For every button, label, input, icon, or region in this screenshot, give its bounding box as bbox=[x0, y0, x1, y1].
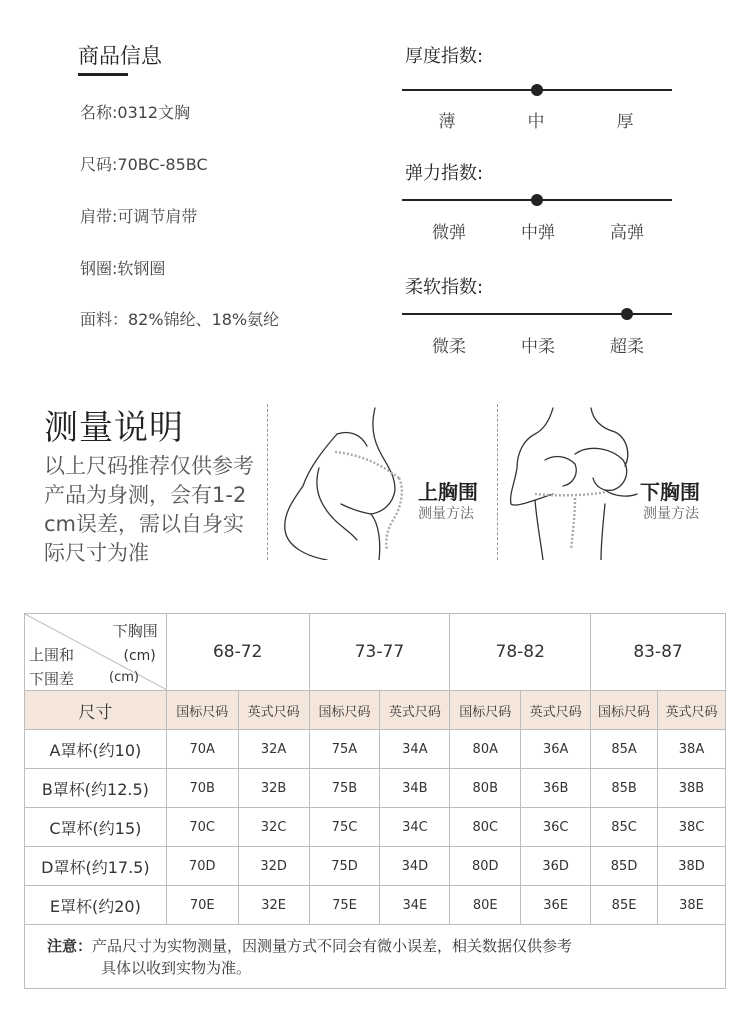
uk-size-header: 英式尺码 bbox=[380, 691, 450, 730]
info-wire: 钢圈:软钢圈 bbox=[80, 259, 166, 278]
measure-line-3: cm误差，需以自身实 bbox=[44, 512, 245, 536]
size-cell: 36E bbox=[521, 886, 591, 925]
size-cell: 85C bbox=[591, 808, 658, 847]
size-cell: 38D bbox=[658, 847, 726, 886]
table-row bbox=[25, 730, 726, 769]
softness-label-high: 超柔 bbox=[610, 337, 644, 357]
size-cell: 85B bbox=[591, 769, 658, 808]
table-row bbox=[25, 808, 726, 847]
divider-right bbox=[497, 404, 498, 560]
size-cell: 38B bbox=[658, 769, 726, 808]
table-row bbox=[25, 886, 726, 925]
range-header: 73-77 bbox=[309, 614, 450, 691]
size-cell: 80C bbox=[450, 808, 521, 847]
upper-bust-figure bbox=[275, 404, 415, 560]
size-cell: 38A bbox=[658, 730, 726, 769]
size-cell: 70E bbox=[166, 886, 238, 925]
elasticity-label-high: 高弹 bbox=[610, 223, 644, 243]
size-cell: 32E bbox=[238, 886, 309, 925]
elasticity-marker bbox=[531, 194, 543, 206]
table-row bbox=[25, 769, 726, 808]
note-row bbox=[25, 925, 726, 989]
corner-diff-2: 下围差 bbox=[29, 670, 75, 688]
elasticity-index-title: 弹力指数: bbox=[405, 163, 484, 184]
softness-label-mid: 中柔 bbox=[521, 337, 555, 357]
size-cell: 34A bbox=[380, 730, 450, 769]
thickness-label-mid: 中 bbox=[527, 112, 545, 132]
thickness-label-high: 厚 bbox=[616, 112, 634, 132]
size-cell: 32B bbox=[238, 769, 309, 808]
size-cell: 80A bbox=[450, 730, 521, 769]
cup-label: E罩杯(约20) bbox=[25, 886, 167, 925]
size-cell: 70B bbox=[166, 769, 238, 808]
size-cell: 32A bbox=[238, 730, 309, 769]
size-cell: 85D bbox=[591, 847, 658, 886]
size-cell: 36D bbox=[521, 847, 591, 886]
size-cell: 34E bbox=[380, 886, 450, 925]
range-header: 83-87 bbox=[591, 614, 726, 691]
size-cell: 75D bbox=[309, 847, 380, 886]
upper-bust-label: 上胸围 bbox=[418, 480, 478, 504]
upper-bust-method: 测量方法 bbox=[418, 506, 474, 522]
corner-unit-top: (cm) bbox=[123, 648, 156, 664]
size-cell: 75B bbox=[309, 769, 380, 808]
under-bust-label: 下胸围 bbox=[640, 480, 700, 504]
note-label: 注意： bbox=[47, 936, 93, 955]
intl-size-header: 国标尺码 bbox=[166, 691, 238, 730]
measure-line-4: 际尺寸为准 bbox=[44, 541, 149, 565]
size-cell: 32C bbox=[238, 808, 309, 847]
softness-label-low: 微柔 bbox=[432, 337, 466, 357]
elasticity-label-low: 微弹 bbox=[432, 223, 466, 243]
size-cell: 34D bbox=[380, 847, 450, 886]
intl-size-header: 国标尺码 bbox=[450, 691, 521, 730]
size-cell: 80D bbox=[450, 847, 521, 886]
cup-label: A罩杯(约10) bbox=[25, 730, 167, 769]
uk-size-header: 英式尺码 bbox=[238, 691, 309, 730]
corner-underbust: 下胸围 bbox=[112, 622, 158, 640]
intl-size-header: 国标尺码 bbox=[591, 691, 658, 730]
product-info-title: 商品信息 bbox=[78, 44, 162, 68]
measure-line-1: 以上尺码推荐仅供参考 bbox=[44, 454, 254, 478]
size-type-row bbox=[25, 691, 726, 730]
size-cell: 75E bbox=[309, 886, 380, 925]
size-cell: 70D bbox=[166, 847, 238, 886]
thickness-marker bbox=[531, 84, 543, 96]
note-line-1: 产品尺寸为实物测量，因测量方式不同会有微小误差，相关数据仅供参考 bbox=[92, 936, 573, 955]
size-cell: 32D bbox=[238, 847, 309, 886]
cup-label: C罩杯(约15) bbox=[25, 808, 167, 847]
corner-diff-1: 上围和 bbox=[29, 646, 75, 664]
table-header-row bbox=[25, 614, 726, 691]
size-cell: 34B bbox=[380, 769, 450, 808]
size-cell: 85E bbox=[591, 886, 658, 925]
table-corner bbox=[25, 614, 167, 691]
uk-size-header: 英式尺码 bbox=[658, 691, 726, 730]
measure-title: 测量说明 bbox=[44, 408, 184, 448]
size-cell: 38C bbox=[658, 808, 726, 847]
corner-unit-bottom: (cm) bbox=[109, 670, 139, 685]
size-cell: 34C bbox=[380, 808, 450, 847]
info-fabric: 面料：82%锦纶、18%氨纶 bbox=[80, 310, 280, 329]
note-line-2: 具体以收到实物为准。 bbox=[101, 958, 252, 977]
size-cell: 36C bbox=[521, 808, 591, 847]
size-cell: 70C bbox=[166, 808, 238, 847]
cup-label: B罩杯(约12.5) bbox=[25, 769, 167, 808]
under-bust-figure bbox=[505, 404, 645, 560]
thickness-label-low: 薄 bbox=[438, 112, 456, 132]
table-row bbox=[25, 847, 726, 886]
size-cell: 36B bbox=[521, 769, 591, 808]
softness-marker bbox=[621, 308, 633, 320]
note-cell bbox=[25, 925, 726, 989]
size-cell: 80B bbox=[450, 769, 521, 808]
thickness-index-title: 厚度指数: bbox=[405, 46, 484, 67]
under-bust-method: 测量方法 bbox=[643, 506, 699, 522]
range-header: 68-72 bbox=[166, 614, 309, 691]
uk-size-header: 英式尺码 bbox=[521, 691, 591, 730]
size-table bbox=[24, 613, 726, 989]
size-cell: 75A bbox=[309, 730, 380, 769]
range-header: 78-82 bbox=[450, 614, 591, 691]
info-strap: 肩带:可调节肩带 bbox=[80, 207, 198, 226]
intl-size-header: 国标尺码 bbox=[309, 691, 380, 730]
size-label: 尺寸 bbox=[25, 691, 167, 730]
size-cell: 36A bbox=[521, 730, 591, 769]
softness-index-title: 柔软指数: bbox=[405, 277, 484, 298]
elasticity-label-mid: 中弹 bbox=[521, 223, 555, 243]
size-cell: 75C bbox=[309, 808, 380, 847]
size-cell: 80E bbox=[450, 886, 521, 925]
measure-line-2: 产品为身测，会有1-2 bbox=[44, 483, 247, 507]
title-underline bbox=[78, 73, 128, 76]
size-cell: 70A bbox=[166, 730, 238, 769]
info-size: 尺码:70BC-85BC bbox=[80, 155, 208, 174]
divider-left bbox=[267, 404, 268, 560]
size-cell: 85A bbox=[591, 730, 658, 769]
size-cell: 38E bbox=[658, 886, 726, 925]
info-name: 名称:0312文胸 bbox=[80, 103, 191, 122]
cup-label: D罩杯(约17.5) bbox=[25, 847, 167, 886]
